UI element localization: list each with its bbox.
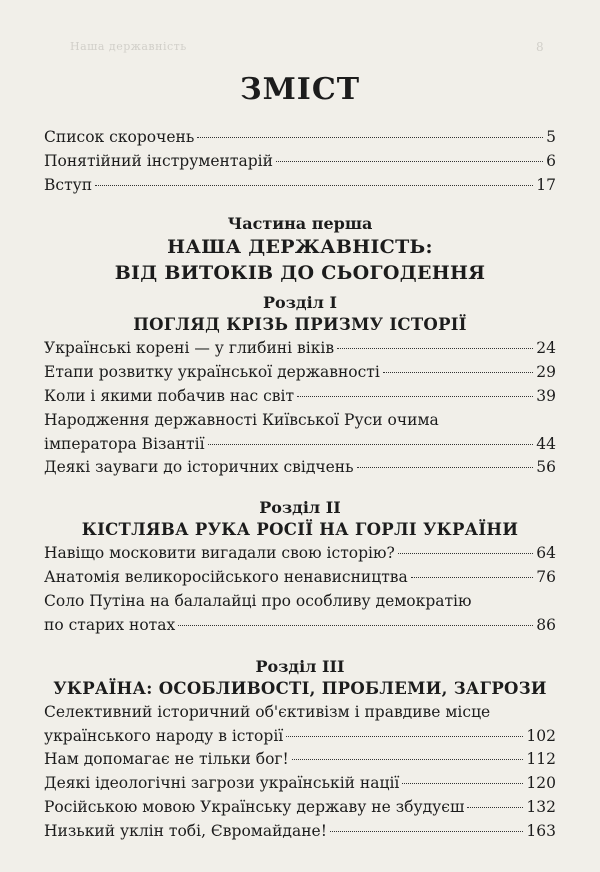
toc-entry-page: 24: [536, 339, 556, 357]
leader-dots: [398, 553, 533, 554]
toc-entry-title: Деякі зауваги до історичних свідчень: [44, 458, 354, 476]
toc-entry[interactable]: [44, 543, 556, 564]
leader-dots: [402, 783, 523, 784]
toc-entry[interactable]: [44, 567, 556, 588]
leader-dots: [276, 161, 543, 162]
toc-entry-page: 86: [536, 616, 556, 634]
toc-entry[interactable]: [44, 175, 556, 196]
toc-entry-page: 102: [526, 727, 556, 745]
leader-dots: [292, 759, 524, 760]
toc-entry-title: Нам допомагає не тільки бог!: [44, 750, 289, 768]
leader-dots: [208, 444, 534, 445]
toc-entry-page: 120: [526, 774, 556, 792]
leader-dots: [383, 372, 533, 373]
section-label: Розділ І: [263, 293, 337, 312]
toc-entry-title: Коли і якими побачив нас світ: [44, 387, 295, 405]
section-label: Розділ III: [255, 657, 345, 676]
page-title: ЗМІСТ: [239, 72, 361, 107]
toc-entry-title: Список скорочень: [44, 128, 195, 146]
toc-entry-page: 44: [536, 435, 556, 453]
leader-dots: [330, 831, 523, 832]
toc-entry-title: по старих нотах: [44, 616, 176, 634]
toc-entry-title: Анатомія великоросійського ненависництва: [44, 568, 408, 586]
toc-entry-page: 163: [526, 822, 556, 840]
part-title-line2: ВІД ВИТОКІВ ДО СЬОГОДЕННЯ: [114, 262, 486, 284]
toc-entry[interactable]: [44, 773, 556, 794]
leader-dots: [95, 185, 533, 186]
section-title: КІСТЛЯВА РУКА РОСІЇ НА ГОРЛІ УКРАЇНИ: [81, 520, 519, 539]
toc-entry-page: 29: [536, 363, 556, 381]
toc-entry-page: 5: [546, 128, 556, 146]
section-label: Розділ II: [259, 498, 341, 517]
toc-entry-title: Навіщо московити вигадали свою історію?: [44, 544, 395, 562]
leader-dots: [297, 396, 533, 397]
toc-entry[interactable]: [44, 797, 556, 818]
part-title-line1: НАША ДЕРЖАВНІСТЬ:: [167, 236, 433, 258]
toc-entry-title: Українські корені — у глибині віків: [44, 339, 335, 357]
toc-entry[interactable]: [44, 457, 556, 478]
toc-entry[interactable]: [44, 127, 556, 148]
toc-entry[interactable]: [44, 591, 556, 636]
bleed-through-page-number: 8: [536, 40, 544, 54]
toc-entry[interactable]: [44, 151, 556, 172]
toc-entry-page: 132: [526, 798, 556, 816]
section-title: ПОГЛЯД КРІЗЬ ПРИЗМУ ІСТОРІЇ: [133, 315, 467, 334]
toc-entry-title: Деякі ідеологічні загрози українській нації: [44, 774, 400, 792]
toc-entry[interactable]: [44, 821, 556, 842]
leader-dots: [197, 137, 543, 138]
toc-entry[interactable]: [44, 338, 556, 359]
leader-dots: [337, 348, 533, 349]
toc-entry[interactable]: [44, 362, 556, 383]
toc-entry[interactable]: [44, 702, 556, 747]
section-title: УКРАЇНА: ОСОБЛИВОСТІ, ПРОБЛЕМИ, ЗАГРОЗИ: [53, 679, 547, 698]
toc-entry-title: Вступ: [44, 176, 93, 194]
toc-entry-title: Російською мовою Українську державу не збудуєш: [44, 798, 465, 816]
toc-entry-title: Низький уклін тобі, Євромайдане!: [44, 822, 327, 840]
leader-dots: [286, 736, 523, 737]
leader-dots: [357, 467, 534, 468]
toc-entry-title: імператора Візантії: [44, 435, 205, 453]
toc-entry-page: 17: [536, 176, 556, 194]
toc-entry-page: 6: [546, 152, 556, 170]
toc-entry[interactable]: [44, 410, 556, 455]
toc-entry-title-line1: Селективний історичний об'єктивізм і правдиве місце: [44, 703, 491, 721]
leader-dots: [178, 625, 533, 626]
toc-entry-title: українського народу в історії: [44, 727, 284, 745]
bleed-through-header: Наша державність: [70, 40, 187, 53]
leader-dots: [411, 577, 534, 578]
toc-entry-page: 112: [526, 750, 556, 768]
part-label: Частина перша: [227, 214, 373, 233]
toc-entry[interactable]: [44, 749, 556, 770]
leader-dots: [467, 807, 523, 808]
toc-entry-page: 39: [536, 387, 556, 405]
toc-entry-title-line1: Народження державності Київської Руси очима: [44, 411, 439, 429]
toc-entry-title-line1: Соло Путіна на балалайці про особливу демократію: [44, 592, 472, 610]
toc-entry-title: Етапи розвитку української державності: [44, 363, 380, 381]
toc-entry-page: 64: [536, 544, 556, 562]
toc-entry-page: 56: [536, 458, 556, 476]
toc-entry-title: Понятійний інструментарій: [44, 152, 273, 170]
toc-entry[interactable]: [44, 386, 556, 407]
toc-entry-page: 76: [536, 568, 556, 586]
